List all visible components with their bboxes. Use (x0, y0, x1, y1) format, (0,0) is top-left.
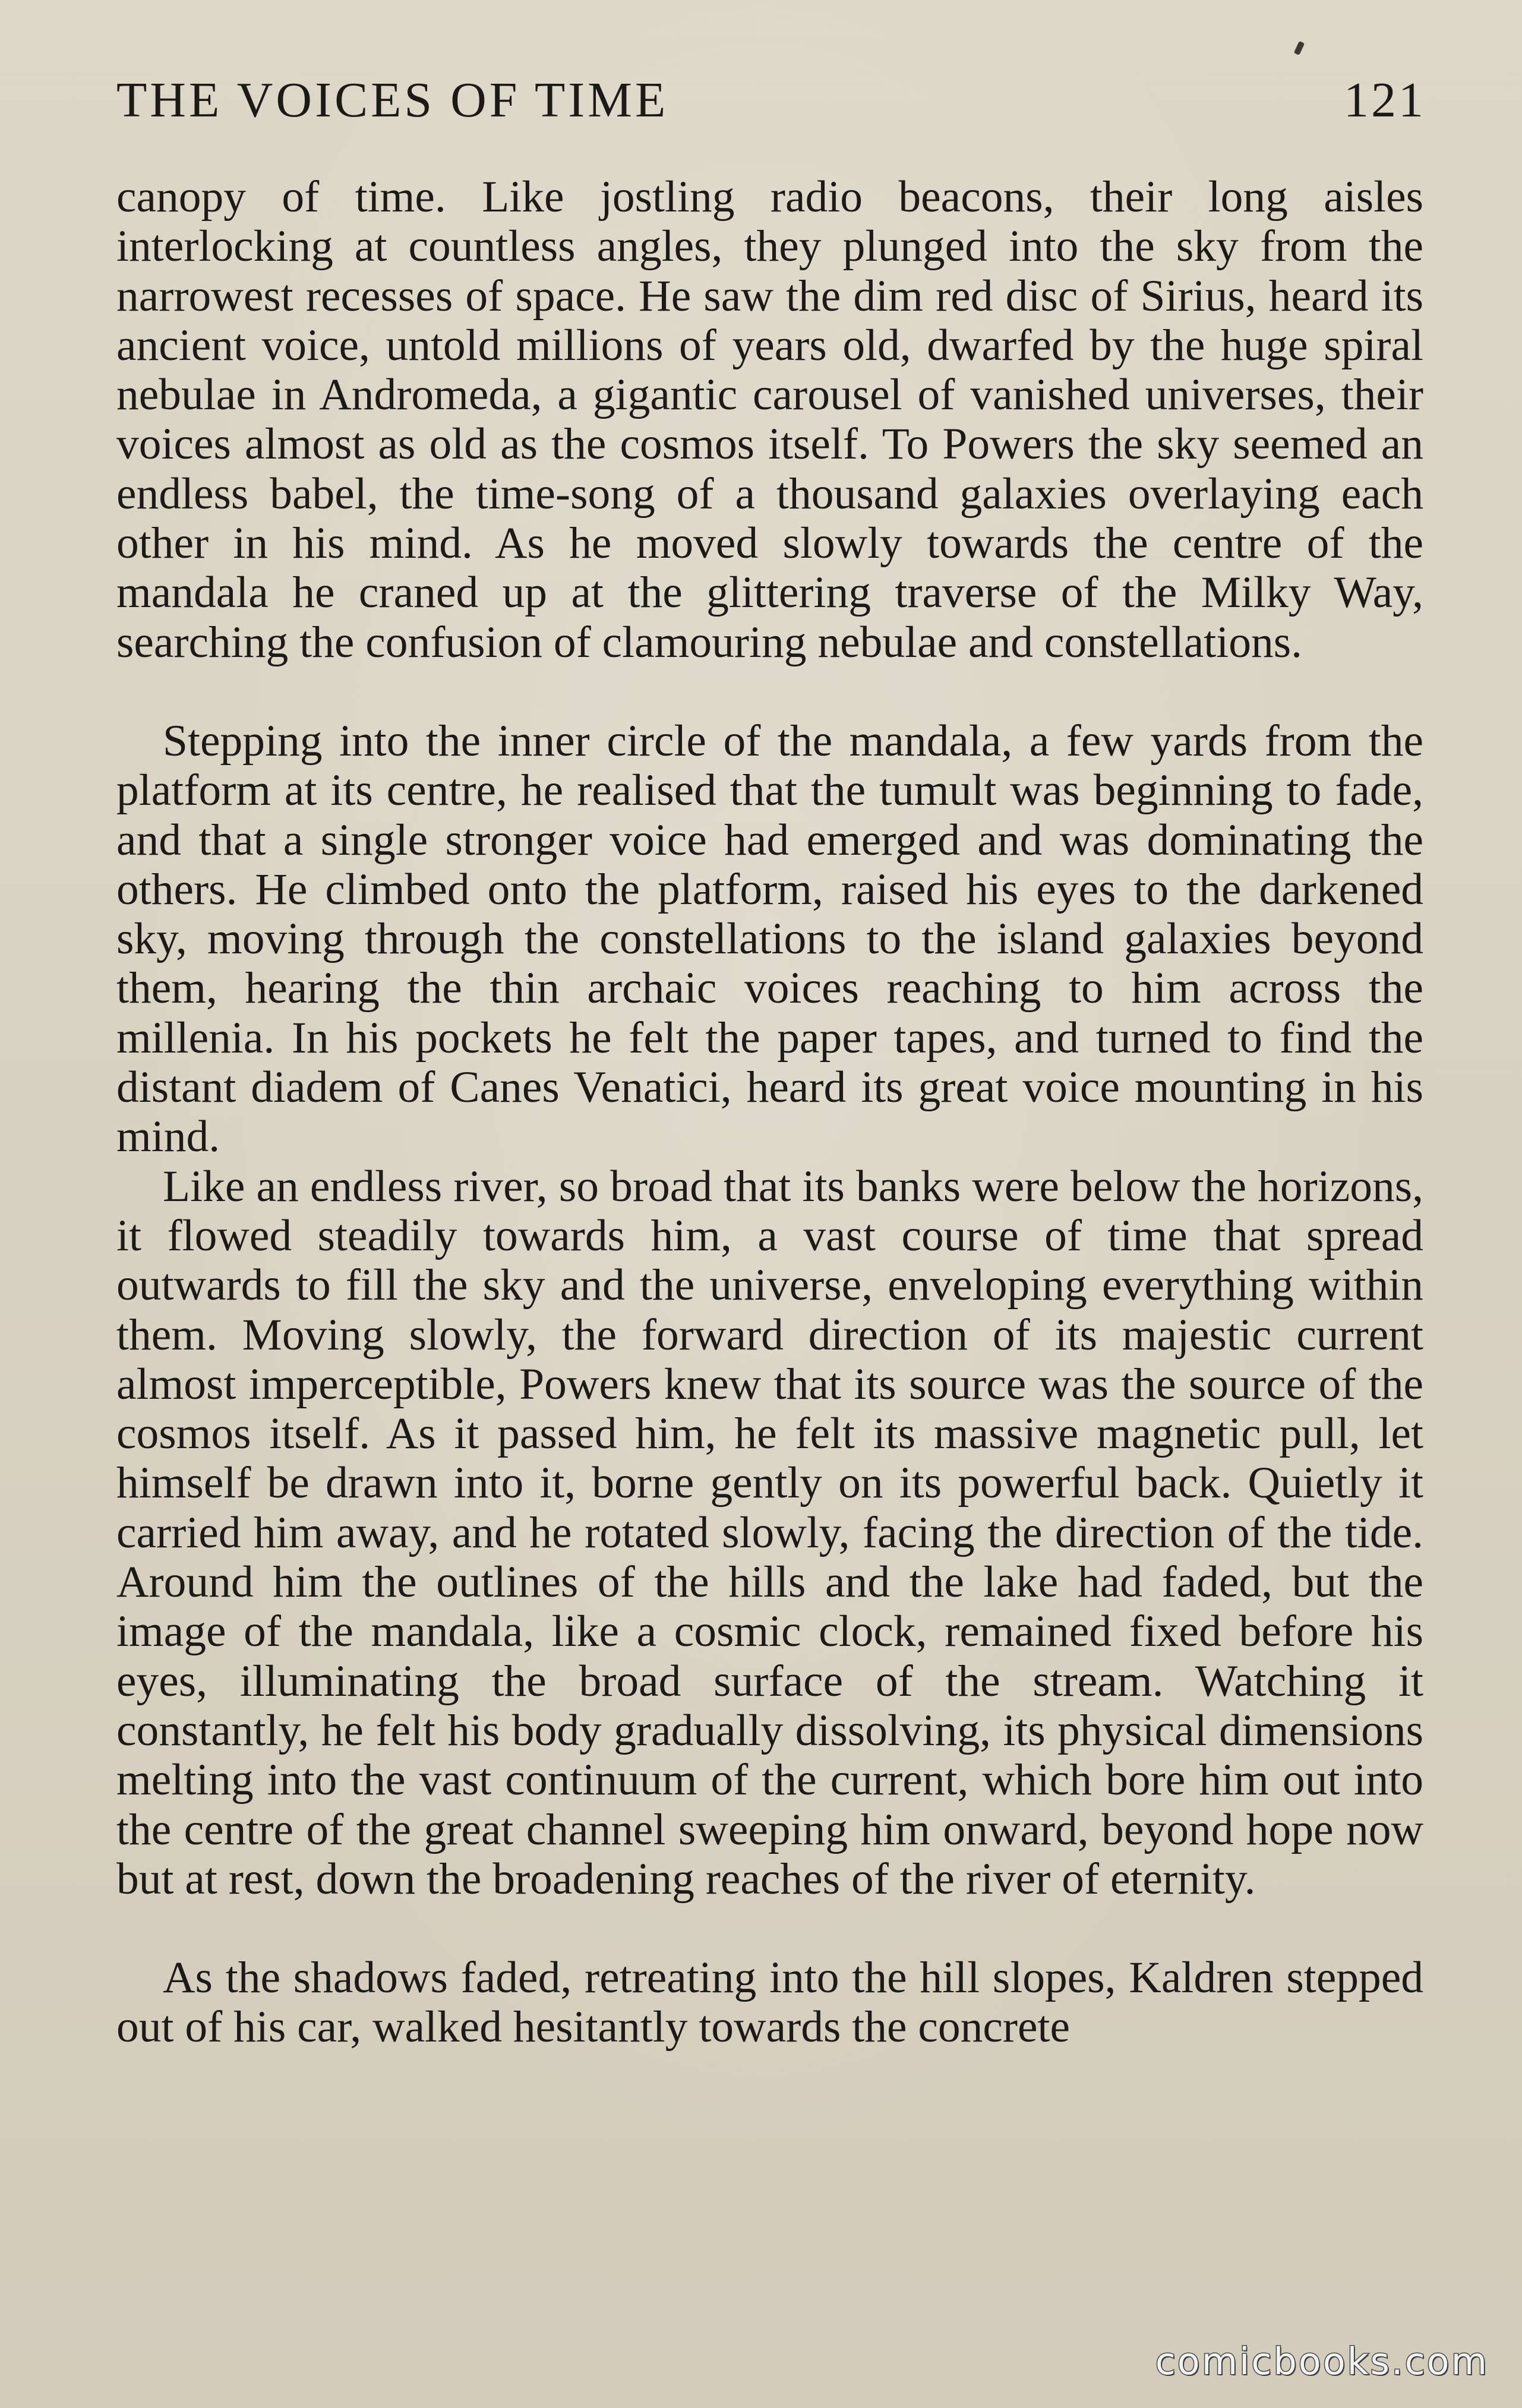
paragraph-3: Like an endless river, so broad that its banks were below the horizons, it flowed steadily towards him, a vast course of time that spread outwards to fill the sky and the universe, enveloping everything within them. Moving slowly, the forward direction of its majestic current almost imperceptible, Powers knew that its source was the source of the cosmos itself. As it passed him, he felt its massive magnetic pull, let himself be drawn into it, borne gently on its powerful back. Quietly it carried him away, and he rotated slowly, facing the direction of the tide. Around him the outlines of the hills and the lake had faded, but the image of the mandala, like a cosmic clock, remained fixed before his eyes, illuminating the broad surface of the stream. Watching it constantly, he felt his body gradually dissolving, its physical dimensions melting into the vast continuum of the current, which bore him out into the centre of the great channel sweeping him onward, beyond hope now but at rest, down the broadening reaches of the river of eternity. (116, 1161, 1423, 1904)
running-title: THE VOICES OF TIME (116, 72, 669, 128)
ink-speck (1294, 41, 1305, 55)
paragraph-1: canopy of time. Like jostling radio beacons, their long aisles interlocking at countless angles, they plunged into the sky from the narrowest recesses of space. He saw the dim red disc of Sirius, heard its ancient voice, untold millions of years old, dwarfed by the huge spiral nebulae in Andromeda, a gigantic carousel of vanished universes, their voices almost as old as the cosmos itself. To Powers the sky seemed an endless babel, the time-song of a thousand galaxies overlaying each other in his mind. As he moved slowly towards the centre of the mandala he craned up at the glittering traverse of the Milky Way, searching the confusion of clamouring nebulae and constellations. (116, 172, 1423, 667)
paragraph-4: As the shadows faded, retreating into the hill slopes, Kaldren stepped out of his car, walked hesitantly towards the concrete (116, 1953, 1423, 2052)
page-header (116, 71, 1426, 131)
body-text (116, 172, 1423, 2052)
page-number: 121 (1344, 72, 1426, 128)
watermark: comicbooks.com (1155, 2340, 1489, 2383)
paragraph-2: Stepping into the inner circle of the mandala, a few yards from the platform at its centre, he realised that the tumult was beginning to fade, and that a single stronger voice had emerged and was dominating the others. He climbed onto the platform, raised his eyes to the darkened sky, moving through the constellations to the island galaxies beyond them, hearing the thin archaic voices reaching to him across the millenia. In his pockets he felt the paper tapes, and turned to find the distant diadem of Canes Venatici, heard its great voice mounting in his mind. (116, 716, 1423, 1162)
